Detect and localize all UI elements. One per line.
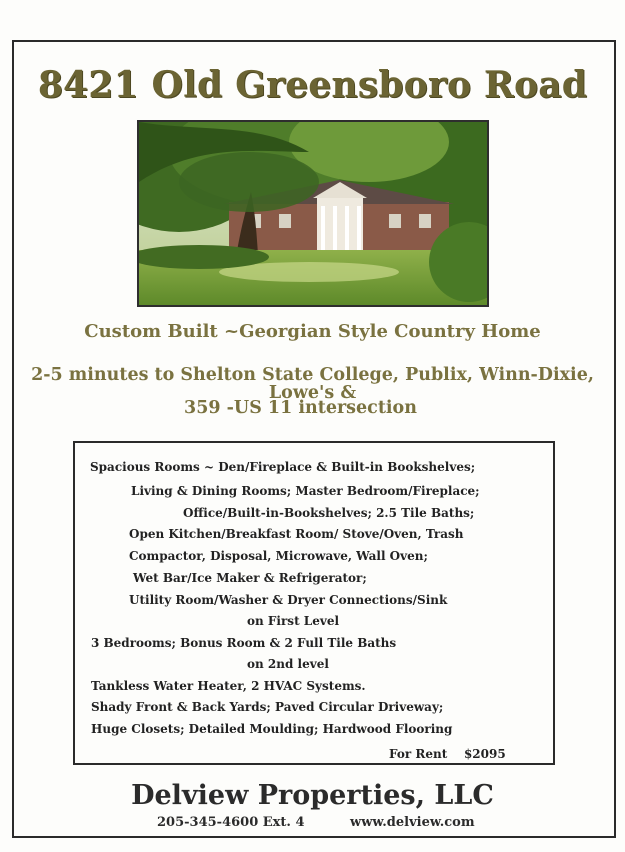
feature-line: Compactor, Disposal, Microwave, Wall Oven; [129,549,428,563]
feature-line: Living & Dining Rooms; Master Bedroom/Fireplace; [131,484,480,498]
property-photo [137,120,489,307]
rent-price: For Rent $2095 [389,747,506,761]
feature-line: Utility Room/Washer & Dryer Connections/Sink [129,593,448,607]
tagline-location: 2-5 minutes to Shelton State College, Publix, Winn-Dixie, Lowe's & [31,365,594,403]
feature-line: Wet Bar/Ice Maker & Refrigerator; [133,571,367,585]
feature-line: Shady Front & Back Yards; Paved Circular Driveway; [91,700,444,714]
feature-line: Tankless Water Heater, 2 HVAC Systems. [91,679,366,693]
features-box [73,441,555,765]
feature-line: Open Kitchen/Breakfast Room/ Stove/Oven, Trash [129,527,464,541]
website-link[interactable]: www.delview.com [350,815,475,830]
feature-line: Huge Closets; Detailed Moulding; Hardwood Flooring [91,722,453,736]
feature-line: on 2nd level [247,657,329,671]
feature-line: 3 Bedrooms; Bonus Room & 2 Full Tile Baths [91,636,397,650]
feature-line: on First Level [247,614,340,628]
phone-number: 205-345-4600 Ext. 4 [157,815,305,830]
company-name: Delview Properties, LLC [131,780,494,811]
page-title: 8421 Old Greensboro Road [37,64,588,106]
feature-line: Office/Built-in-Bookshelves; 2.5 Tile Baths; [183,506,475,520]
tagline-intersection: 359 -US 11 intersection [184,398,417,418]
tagline-style: Custom Built ~Georgian Style Country Home [84,321,541,342]
house-photo-illustration [139,122,487,305]
feature-line: Spacious Rooms ~ Den/Fireplace & Built-in Bookshelves; [90,460,476,474]
